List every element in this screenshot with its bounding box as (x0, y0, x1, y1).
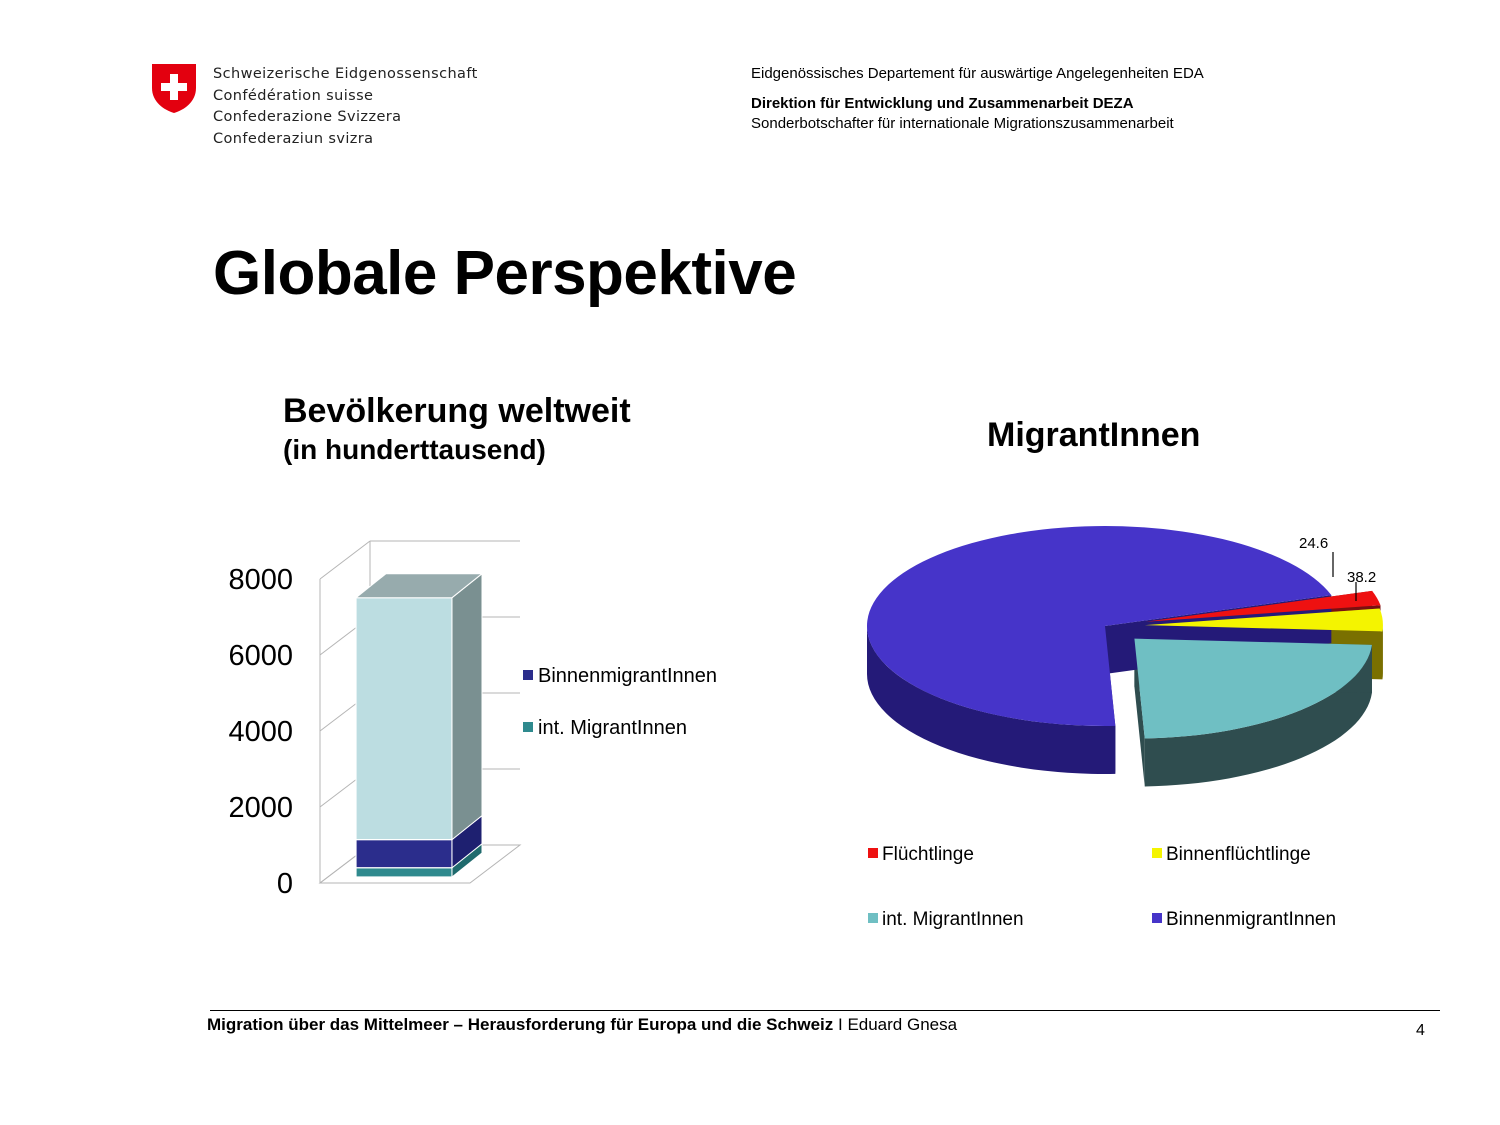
footer-text (207, 1015, 957, 1035)
legend-label-binnenmigranten: BinnenmigrantInnen (1166, 909, 1337, 930)
legend-label-int-migranten: int. MigrantInnen (538, 717, 687, 739)
confederation-line-de: Schweizerische Eidgenossenschaft (213, 66, 478, 82)
confederation-line-fr: Confédération suisse (213, 87, 374, 104)
legend-label-binnenmigranten: BinnenmigrantInnen (538, 665, 718, 687)
y-tick-label: 8000 (228, 564, 293, 596)
legend-label-fluechtlinge: Flüchtlinge (882, 844, 974, 865)
legend-swatch-binnenmigranten (1152, 913, 1162, 923)
directorate-name: Direktion für Entwicklung und Zusammenarbeit DEZA (751, 95, 1134, 112)
legend-swatch-fluechtlinge (868, 848, 878, 858)
department-name: Eidgenössisches Departement für auswärtige Angelegenheiten EDA (751, 65, 1204, 82)
legend-swatch-int-migranten (868, 913, 878, 923)
legend-label-int-migranten: int. MigrantInnen (882, 909, 1024, 930)
pie-chart-title: MigrantInnen (987, 416, 1201, 454)
footer-author: Eduard Gnesa (847, 1015, 958, 1034)
legend-swatch-binnenfluechtlinge (1152, 848, 1162, 858)
confederation-line-it: Confederazione Svizzera (213, 109, 402, 125)
page-title: Globale Perspektive (213, 239, 797, 308)
office-name: Sonderbotschafter für internationale Migrationszusammenarbeit (751, 115, 1174, 132)
pie-chart-legend (868, 844, 1336, 930)
data-label-binnenfluechtlinge: 38.2 (1347, 569, 1377, 586)
y-tick-label: 2000 (228, 792, 293, 824)
y-tick-label: 0 (276, 868, 293, 900)
legend-label-binnenfluechtlinge: Binnenflüchtlinge (1166, 844, 1311, 865)
data-label-fluechtlinge: 24.6 (1299, 535, 1329, 552)
y-tick-label: 4000 (228, 716, 293, 748)
y-tick-label: 6000 (228, 640, 293, 672)
bar-chart-title: Bevölkerung weltweit (283, 392, 631, 430)
confederation-line-rm: Confederaziun svizra (213, 130, 374, 147)
page-number: 4 (1416, 1022, 1425, 1039)
bar-chart-subtitle: (in hunderttausend) (283, 434, 546, 465)
footer-divider (210, 1010, 1440, 1011)
footer-presentation-title: Migration über das Mittelmeer – Herausforderung für Europa und die Schweiz (207, 1015, 834, 1034)
footer-separator: I (833, 1015, 848, 1034)
